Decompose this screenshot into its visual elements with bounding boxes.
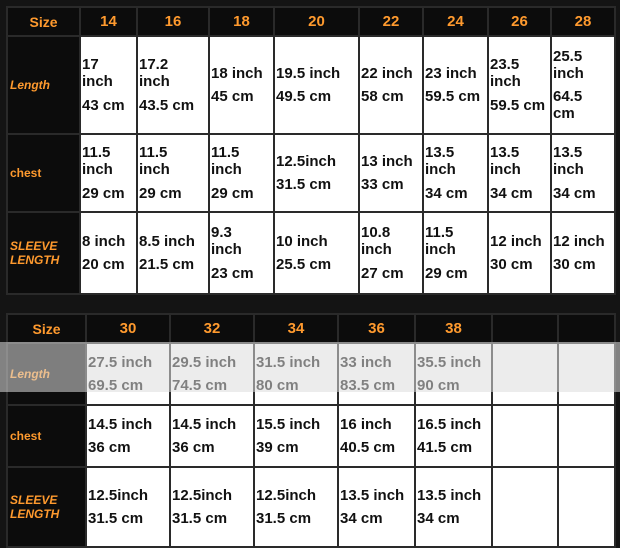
cell-cm: 30 cm <box>490 256 533 273</box>
cell-inch: 11.5 <box>211 144 240 162</box>
table-cell <box>359 212 423 294</box>
cell-inch: 15.5 inch <box>256 415 321 433</box>
cell-inch-unit: inch <box>139 73 170 91</box>
table-cell <box>170 405 254 467</box>
cell-inch-unit: inch <box>139 161 170 179</box>
cell-cm: 49.5 cm <box>276 88 332 105</box>
cell-inch: 25.5 <box>553 47 583 65</box>
cell-inch: 23.5 <box>490 56 520 74</box>
table-cell <box>209 36 274 134</box>
cell-cm: 30 cm <box>553 256 596 273</box>
cell-inch: 11.5 <box>82 144 111 162</box>
cell-inch: 12.5inch <box>172 486 233 504</box>
cell-inch: 14.5 inch <box>88 415 153 433</box>
size-table-1 <box>6 6 616 295</box>
cell-cm: 29 cm <box>139 184 182 202</box>
cell-inch: 13.5 <box>425 144 455 162</box>
cell-cm: 31.5 cm <box>256 510 312 527</box>
cell-inch-unit: inch <box>425 241 456 259</box>
cell-cm: 25.5 cm <box>276 256 332 273</box>
cell-inch-unit: inch <box>553 64 584 82</box>
cell-inch: 17 <box>82 56 99 74</box>
watermark-band <box>0 342 620 392</box>
cell-cm: 40.5 cm <box>340 439 396 456</box>
table-cell <box>488 134 551 212</box>
cell-cm: 29 cm <box>82 184 125 202</box>
table-cell <box>209 134 274 212</box>
table-cell <box>170 467 254 547</box>
cell-inch: 16 inch <box>340 415 392 433</box>
row-label-sleeve-length: SLEEVE LENGTH <box>7 467 86 547</box>
cell-inch: 12.5inch <box>276 152 337 170</box>
table-cell-empty <box>492 467 558 547</box>
cell-inch: 12.5inch <box>88 486 149 504</box>
cell-inch-unit: inch <box>553 161 584 179</box>
table-cell <box>137 212 209 294</box>
size-34: 34 <box>254 314 338 343</box>
cell-inch: 13.5 <box>553 144 583 162</box>
cell-cm: 59.5 cm <box>490 96 546 114</box>
table-cell <box>423 212 488 294</box>
cell-cm: 58 cm <box>361 88 404 105</box>
cell-cm: 34 cm <box>490 184 533 202</box>
size-38: 38 <box>415 314 492 343</box>
size-26: 26 <box>488 7 551 36</box>
cell-inch: 23 inch <box>425 64 477 82</box>
table-cell <box>274 134 359 212</box>
cell-inch: 13.5 inch <box>417 486 482 504</box>
cell-cm: 36 cm <box>172 439 215 456</box>
cell-inch: 11.5 <box>139 144 168 162</box>
cell-cm: 59.5 cm <box>425 88 481 105</box>
cell-cm: 45 cm <box>211 88 254 105</box>
sleeve-row <box>7 467 615 547</box>
cell-cm: 39 cm <box>256 439 299 456</box>
table-cell <box>137 36 209 134</box>
cell-inch: 9.3 <box>211 224 232 242</box>
table-cell <box>415 467 492 547</box>
cell-inch: 12 inch <box>490 232 542 250</box>
table-cell <box>254 467 338 547</box>
cell-inch: 8 inch <box>82 232 126 250</box>
table-cell-empty <box>558 405 615 467</box>
cell-cm: 29 cm <box>211 184 254 202</box>
table-cell <box>415 405 492 467</box>
cell-cm: 23 cm <box>211 264 254 282</box>
table-cell <box>274 36 359 134</box>
cell-inch: 12.5inch <box>256 486 317 504</box>
cell-inch: 12 inch <box>553 232 605 250</box>
cell-cm: 64.5 <box>553 88 583 105</box>
cell-inch: 14.5 inch <box>172 415 237 433</box>
table-cell <box>551 212 615 294</box>
cell-cm: 41.5 cm <box>417 439 473 456</box>
size-36: 36 <box>338 314 415 343</box>
cell-inch: 13.5 inch <box>340 486 405 504</box>
table-cell <box>359 134 423 212</box>
size-20: 20 <box>274 7 359 36</box>
cell-inch-unit: inch <box>490 161 521 179</box>
cell-cm: 31.5 cm <box>276 176 332 193</box>
size-header-label: Size <box>7 314 86 343</box>
cell-cm: 34 cm <box>553 184 596 202</box>
table-cell <box>80 134 137 212</box>
header-row <box>7 7 615 36</box>
cell-inch-unit: inch <box>211 161 242 179</box>
table-cell <box>488 212 551 294</box>
cell-cm: 33 cm <box>361 176 404 193</box>
size-18: 18 <box>209 7 274 36</box>
cell-cm: 34 cm <box>417 510 460 527</box>
sleeve-row <box>7 212 615 294</box>
cell-cm: 36 cm <box>88 439 131 456</box>
size-14: 14 <box>80 7 137 36</box>
row-label-chest: chest <box>7 134 80 212</box>
cell-inch: 13 inch <box>361 152 413 170</box>
cell-cm: 31.5 cm <box>88 510 144 527</box>
table-cell <box>274 212 359 294</box>
cell-inch: 22 inch <box>361 64 413 82</box>
size-24: 24 <box>423 7 488 36</box>
size-30: 30 <box>86 314 170 343</box>
row-label-sleeve-length: SLEEVE LENGTH <box>7 212 80 294</box>
cell-cm: 29 cm <box>425 264 468 282</box>
table-cell-empty <box>558 467 615 547</box>
cell-inch: 18 inch <box>211 64 263 82</box>
table-cell <box>137 134 209 212</box>
size-empty <box>492 314 558 343</box>
table-cell <box>551 36 615 134</box>
cell-inch: 19.5 inch <box>276 64 341 82</box>
cell-cm: 34 cm <box>340 510 383 527</box>
size-32: 32 <box>170 314 254 343</box>
size-22: 22 <box>359 7 423 36</box>
cell-inch: 11.5 <box>425 224 454 242</box>
row-label-length: Length <box>7 36 80 134</box>
cell-cm: 21.5 cm <box>139 256 195 273</box>
table-cell <box>338 405 415 467</box>
chest-row <box>7 134 615 212</box>
cell-cm: 43 cm <box>82 96 125 114</box>
table-cell <box>423 134 488 212</box>
size-header-label: Size <box>7 7 80 36</box>
size-28: 28 <box>551 7 615 36</box>
cell-inch: 13.5 <box>490 144 520 162</box>
cell-inch-unit: inch <box>82 73 113 91</box>
table-cell <box>551 134 615 212</box>
cell-inch-unit: inch <box>425 161 456 179</box>
table-cell <box>86 467 170 547</box>
table-cell <box>209 212 274 294</box>
table-cell <box>86 405 170 467</box>
table-cell <box>80 36 137 134</box>
cell-cm: 31.5 cm <box>172 510 228 527</box>
table-cell <box>488 36 551 134</box>
cell-inch: 17.2 <box>139 56 169 74</box>
size-16: 16 <box>137 7 209 36</box>
cell-inch-unit: inch <box>211 241 242 259</box>
cell-inch-unit: inch <box>82 161 113 179</box>
table-cell-empty <box>492 405 558 467</box>
table-cell <box>338 467 415 547</box>
row-label-chest: chest <box>7 405 86 467</box>
cell-cm-unit: cm <box>553 105 575 123</box>
cell-inch: 10 inch <box>276 232 328 250</box>
chest-row <box>7 405 615 467</box>
cell-cm: 20 cm <box>82 256 125 273</box>
cell-cm: 43.5 cm <box>139 96 195 114</box>
table-cell <box>254 405 338 467</box>
cell-inch: 8.5 inch <box>139 232 195 250</box>
cell-inch-unit: inch <box>490 73 521 91</box>
table-cell <box>423 36 488 134</box>
length-row <box>7 36 615 134</box>
header-row <box>7 314 615 343</box>
cell-inch: 16.5 inch <box>417 415 482 433</box>
size-empty <box>558 314 615 343</box>
cell-cm: 34 cm <box>425 184 468 202</box>
table-cell <box>80 212 137 294</box>
cell-inch-unit: inch <box>361 241 392 259</box>
cell-inch: 10.8 <box>361 224 391 242</box>
table-cell <box>359 36 423 134</box>
cell-cm: 27 cm <box>361 264 404 282</box>
